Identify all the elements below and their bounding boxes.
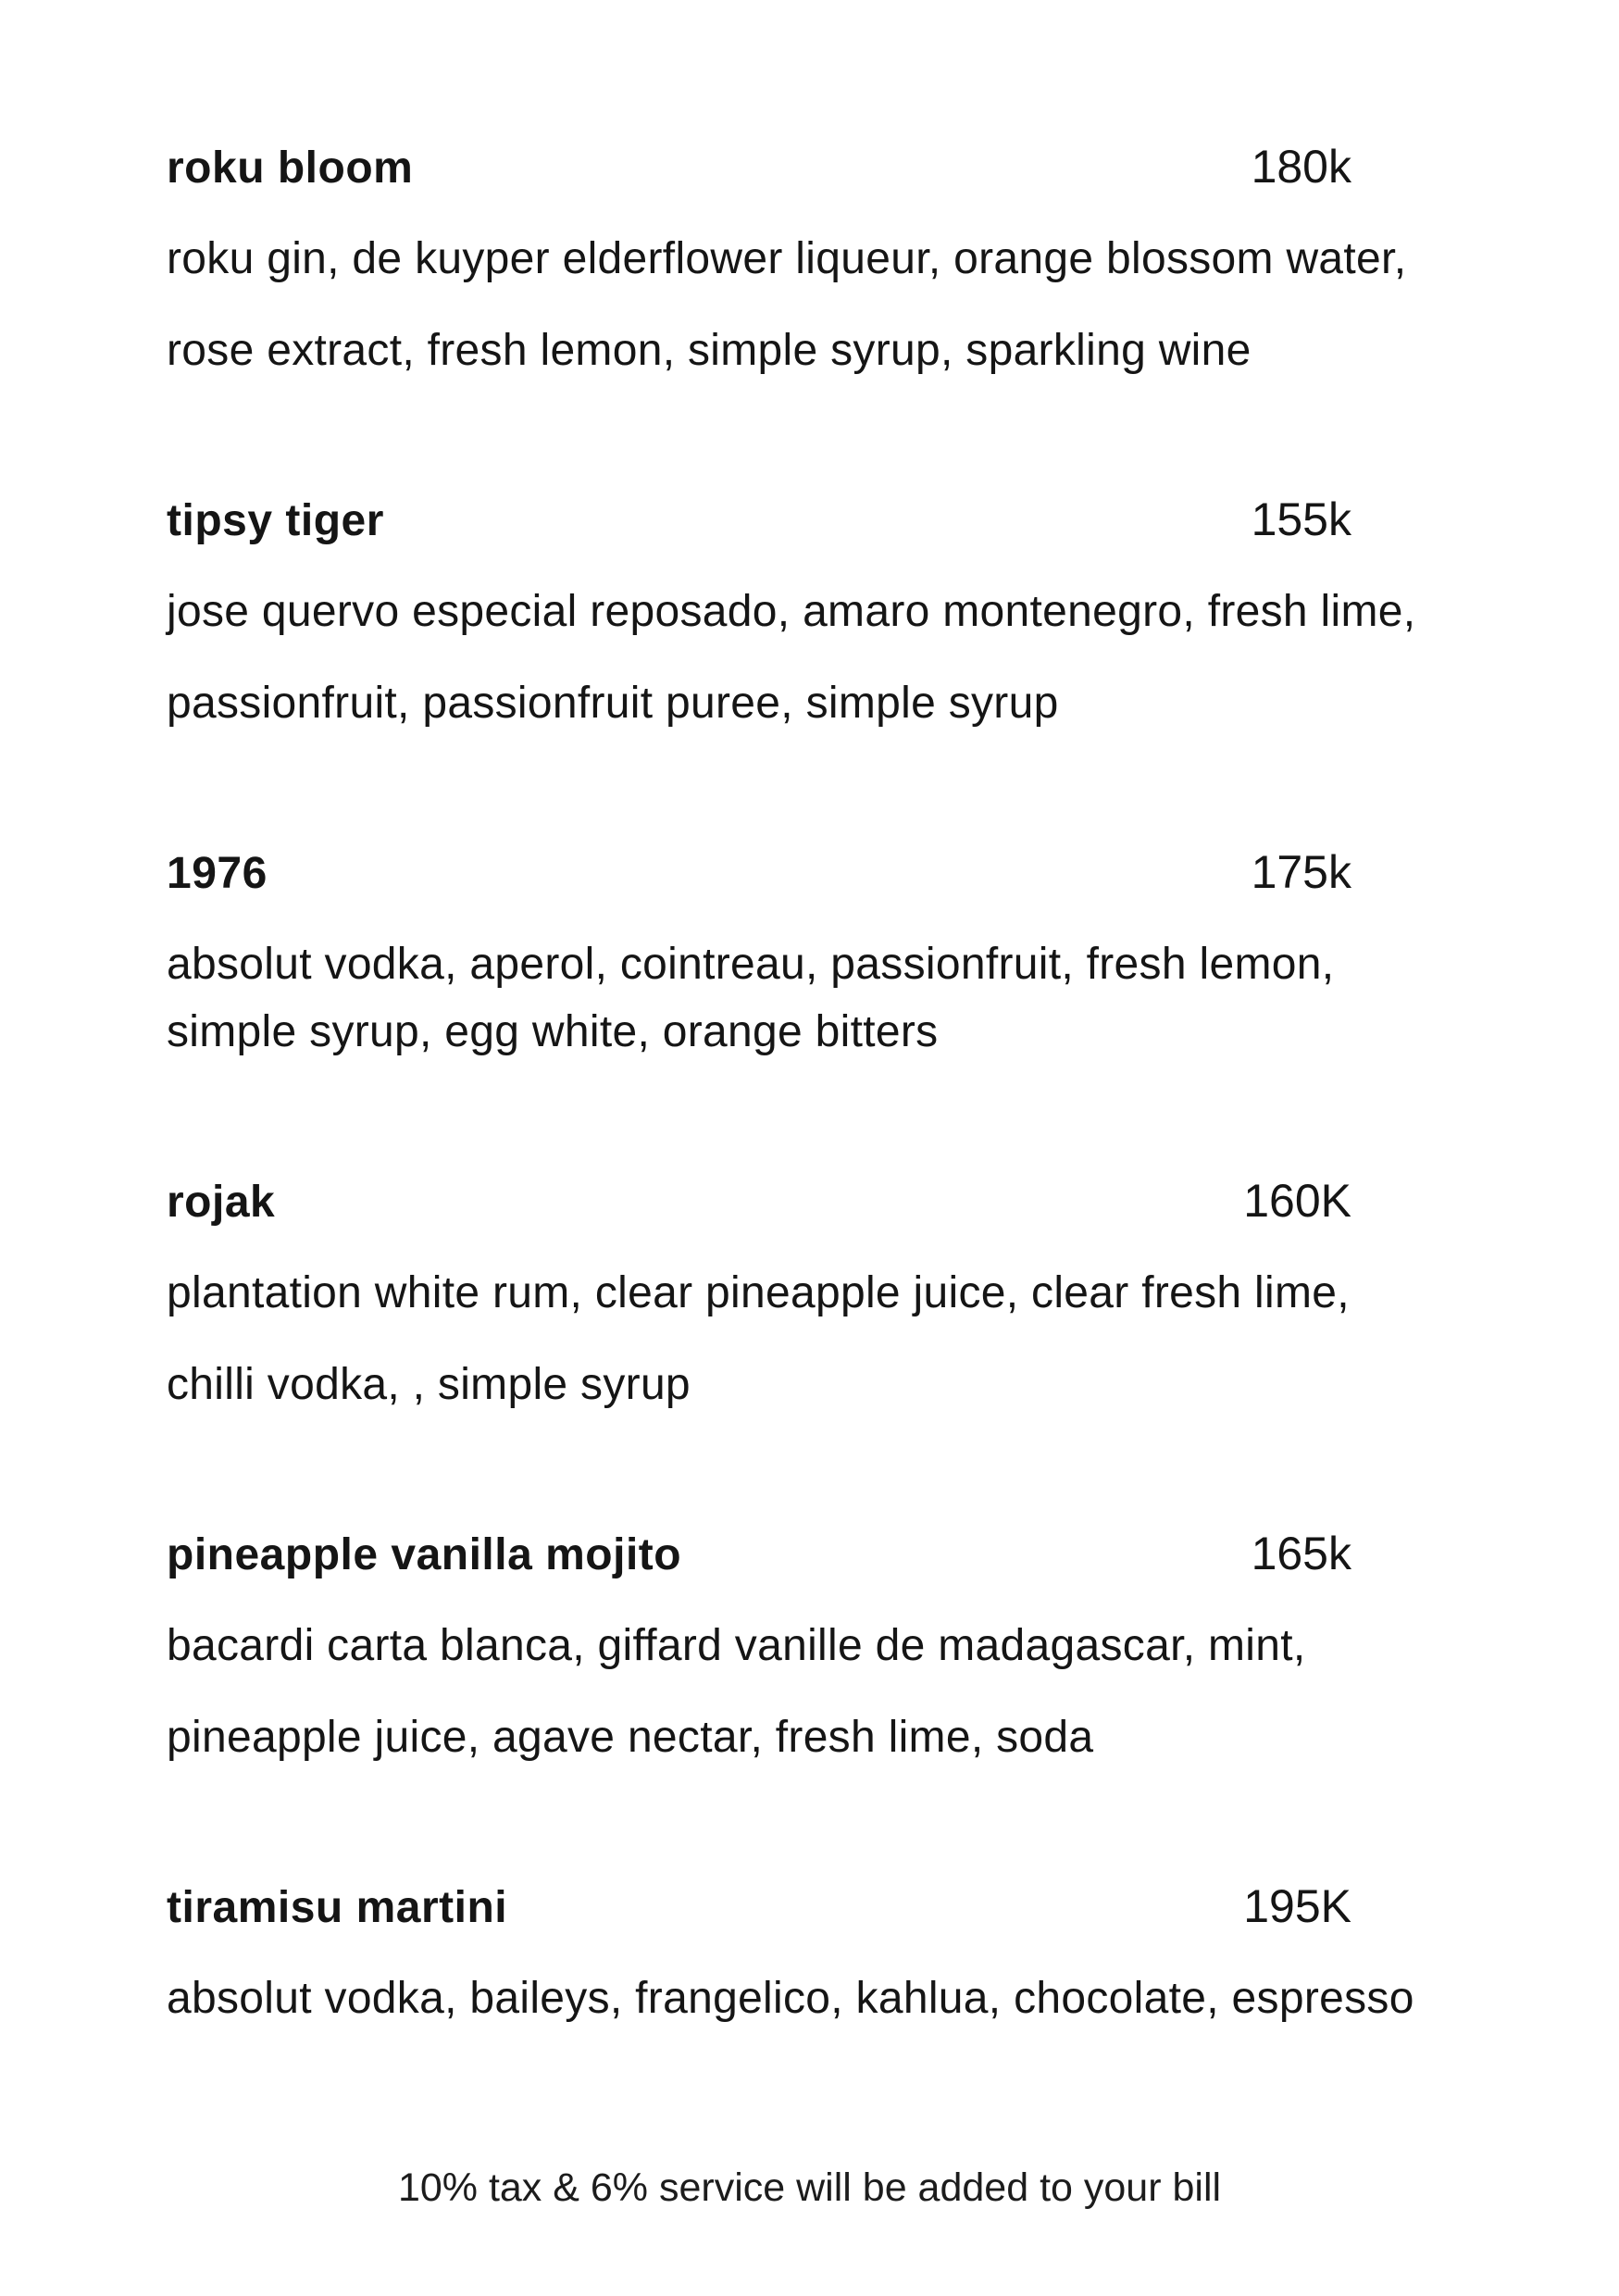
item-ingredients-line: jose quervo especial reposado, amaro montenegro, fresh lime, <box>167 587 1416 636</box>
item-ingredients-line: absolut vodka, baileys, frangelico, kahlua, chocolate, espresso <box>167 1974 1414 2023</box>
menu-item-header <box>167 1173 1351 1229</box>
menu-item <box>167 492 1619 729</box>
menu-item <box>167 1173 1619 1410</box>
menu-item-header <box>167 1878 1351 1934</box>
item-ingredients-line: plantation white rum, clear pineapple juice, clear fresh lime, <box>167 1268 1350 1317</box>
menu-item <box>167 1526 1619 1763</box>
item-ingredients-line: bacardi carta blanca, giffard vanille de madagascar, mint, <box>167 1621 1306 1670</box>
item-price: 195K <box>1243 1880 1351 1932</box>
item-ingredients-line: chilli vodka, , simple syrup <box>167 1360 691 1409</box>
menu-item-header <box>167 492 1351 547</box>
item-name: pineapple vanilla mojito <box>167 1530 682 1579</box>
item-ingredients-line: pineapple juice, agave nectar, fresh lime, soda <box>167 1713 1094 1762</box>
menu-item-header <box>167 844 1351 900</box>
item-ingredients-line: simple syrup, egg white, orange bitters <box>167 1007 939 1056</box>
cocktail-menu-list <box>167 139 1619 2024</box>
menu-item <box>167 844 1619 1057</box>
item-price: 175k <box>1251 846 1351 898</box>
menu-item-header <box>167 1526 1351 1581</box>
menu-item <box>167 139 1619 376</box>
item-price: 180k <box>1251 141 1351 193</box>
item-ingredients-line: passionfruit, passionfruit puree, simple syrup <box>167 679 1059 728</box>
item-name: rojak <box>167 1178 276 1227</box>
menu-item <box>167 1878 1619 2024</box>
item-ingredients-line: roku gin, de kuyper elderflower liqueur, orange blossom water, <box>167 234 1407 283</box>
item-name: tiramisu martini <box>167 1883 508 1932</box>
item-ingredients-line: absolut vodka, aperol, cointreau, passionfruit, fresh lemon, <box>167 940 1335 989</box>
item-price: 155k <box>1251 493 1351 545</box>
item-name: 1976 <box>167 849 268 898</box>
item-name: roku bloom <box>167 144 414 193</box>
item-ingredients-line: rose extract, fresh lemon, simple syrup, sparkling wine <box>167 326 1252 375</box>
item-price: 160K <box>1243 1175 1351 1227</box>
item-name: tipsy tiger <box>167 496 384 545</box>
item-price: 165k <box>1251 1528 1351 1579</box>
tax-service-note: 10% tax & 6% service will be added to your bill <box>397 2165 1222 2210</box>
menu-item-header <box>167 139 1351 194</box>
